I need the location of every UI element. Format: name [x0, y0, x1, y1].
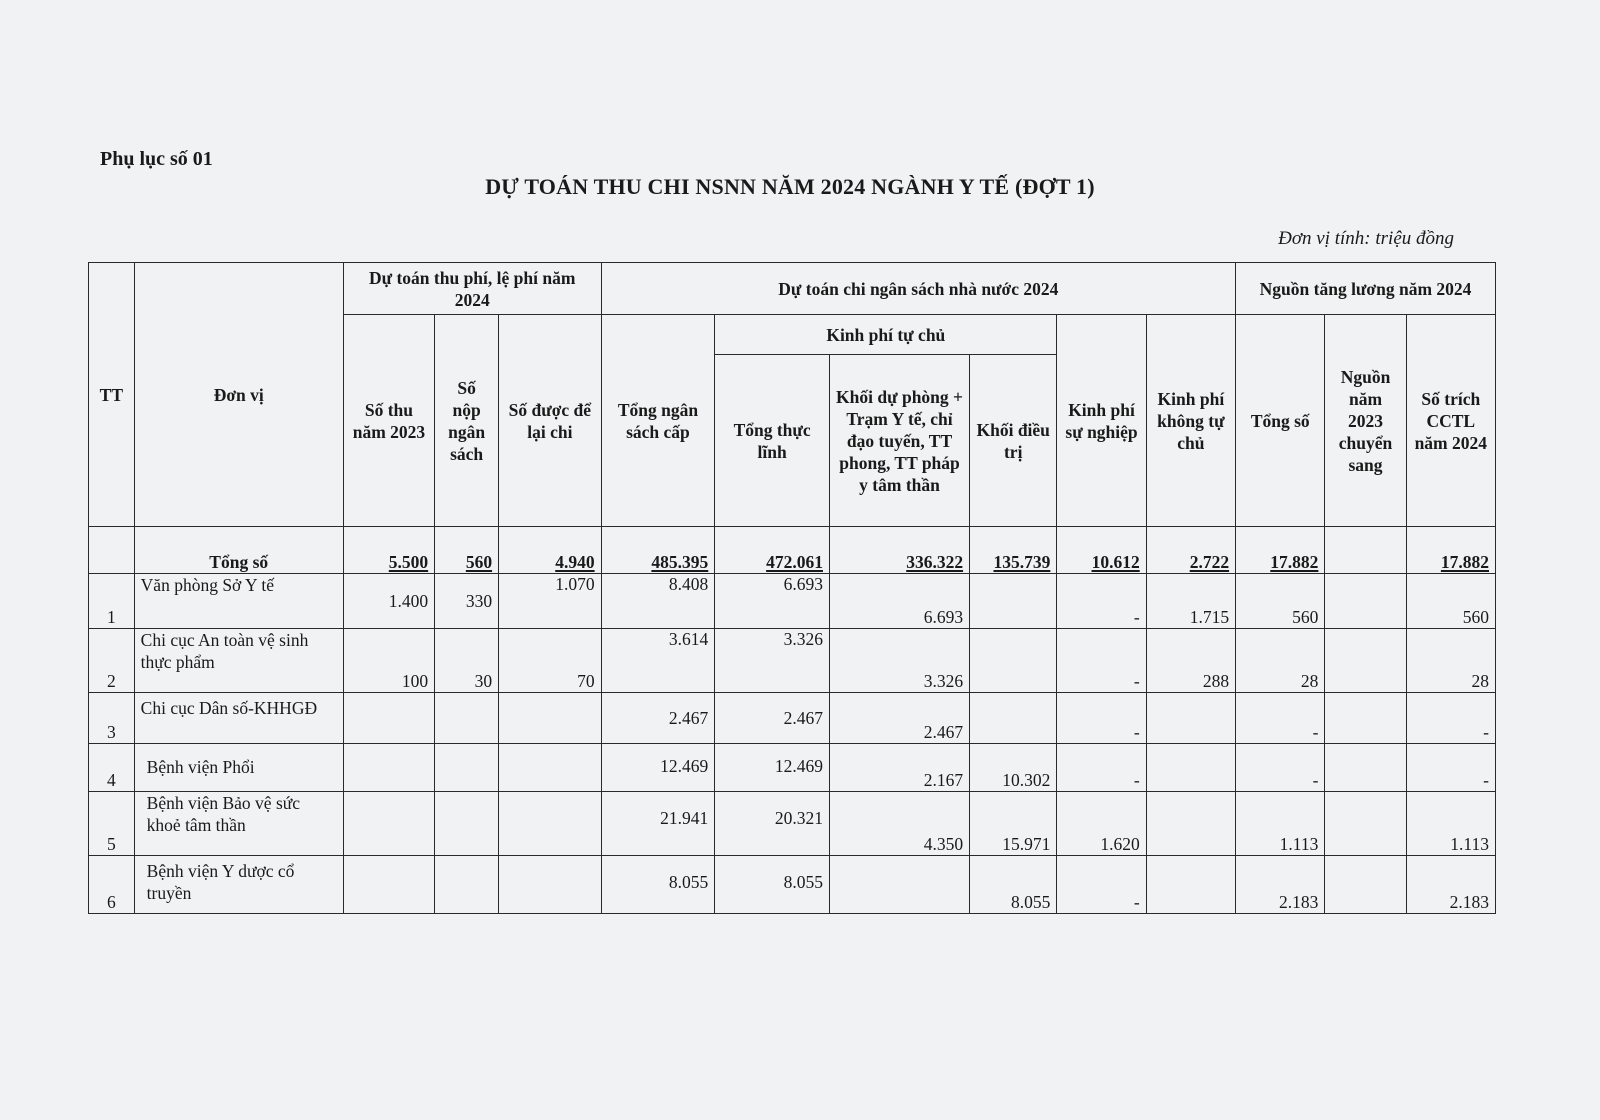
- row-self-preventive: 3.326: [829, 629, 969, 693]
- header-fee-collected: Số thu năm 2023: [343, 315, 434, 527]
- total-career: 10.612: [1091, 552, 1140, 572]
- row-self-treatment: 8.055: [970, 856, 1057, 914]
- row-self-preventive: 4.350: [829, 792, 969, 856]
- row-career: -: [1057, 629, 1146, 693]
- row-salary-total: 28: [1236, 629, 1325, 693]
- row-self-total: 3.326: [715, 629, 830, 693]
- row-career: 1.620: [1057, 792, 1146, 856]
- row-fee-collected: [343, 792, 434, 856]
- total-fee-collected: 5.500: [388, 552, 429, 572]
- row-fee-collected: 100: [343, 629, 434, 693]
- header-self-preventive: Khối dự phòng + Trạm Y tế, chỉ đạo tuyến, TT phong, TT pháp y tâm thần: [829, 355, 969, 527]
- row-salary-carry: [1325, 574, 1406, 629]
- total-self-preventive: 336.322: [906, 552, 964, 572]
- row-self-total: 6.693: [715, 574, 830, 629]
- row-tt: 3: [89, 693, 135, 744]
- row-salary-total: 1.113: [1236, 792, 1325, 856]
- row-self-treatment: [970, 693, 1057, 744]
- table-row: [89, 629, 1496, 693]
- header-fee-group: Dự toán thu phí, lệ phí năm 2024: [343, 263, 601, 315]
- total-fee-paid: 560: [465, 552, 493, 572]
- row-name: Văn phòng Sở Y tế: [134, 574, 343, 629]
- row-self-preventive: 2.167: [829, 744, 969, 792]
- header-self-treatment: Khối điều trị: [970, 355, 1057, 527]
- total-self-total: 472.061: [766, 552, 823, 572]
- row-fee-paid: 330: [435, 574, 499, 629]
- total-fee-retained: 4.940: [555, 552, 595, 572]
- row-tt: 4: [89, 744, 135, 792]
- header-salary-group: Nguồn tăng lương năm 2024: [1236, 263, 1496, 315]
- header-budget-group: Dự toán chi ngân sách nhà nước 2024: [601, 263, 1235, 315]
- row-self-treatment: 10.302: [970, 744, 1057, 792]
- header-career: Kinh phí sự nghiệp: [1057, 315, 1146, 527]
- row-career: -: [1057, 856, 1146, 914]
- row-non-self: [1146, 693, 1235, 744]
- row-name: Chi cục Dân số-KHHGĐ: [134, 693, 343, 744]
- row-budget-total: 8.055: [601, 856, 715, 914]
- row-self-total: 2.467: [715, 693, 830, 744]
- row-self-total: 8.055: [715, 856, 830, 914]
- row-salary-carry: [1325, 792, 1406, 856]
- row-salary-carry: [1325, 693, 1406, 744]
- row-fee-retained: [499, 792, 602, 856]
- row-tt: 2: [89, 629, 135, 693]
- row-fee-collected: [343, 693, 434, 744]
- row-salary-cctl: 28: [1406, 629, 1495, 693]
- header-self-group: Kinh phí tự chủ: [715, 315, 1057, 355]
- total-non-self: 2.722: [1189, 552, 1230, 572]
- budget-table: [88, 262, 1496, 914]
- row-fee-collected: [343, 856, 434, 914]
- header-fee-retained: Số được để lại chi: [499, 315, 602, 527]
- header-non-self: Kinh phí không tự chủ: [1146, 315, 1235, 527]
- row-budget-total: 12.469: [601, 744, 715, 792]
- total-salary-cctl: 17.882: [1440, 552, 1489, 572]
- row-fee-retained: 70: [499, 629, 602, 693]
- row-fee-retained: 1.070: [499, 574, 602, 629]
- row-career: -: [1057, 744, 1146, 792]
- table-row: [89, 574, 1496, 629]
- header-fee-paid: Số nộp ngân sách: [435, 315, 499, 527]
- row-non-self: [1146, 792, 1235, 856]
- total-self-treatment: 135.739: [993, 552, 1051, 572]
- row-salary-cctl: -: [1406, 693, 1495, 744]
- row-tt: 6: [89, 856, 135, 914]
- row-fee-paid: [435, 744, 499, 792]
- row-fee-retained: [499, 693, 602, 744]
- row-name: Bệnh viện Phổi: [134, 744, 343, 792]
- row-self-total: 12.469: [715, 744, 830, 792]
- row-salary-carry: [1325, 629, 1406, 693]
- header-salary-total: Tổng số: [1236, 315, 1325, 527]
- row-fee-collected: 1.400: [343, 574, 434, 629]
- header-unit-name: Đơn vị: [134, 263, 343, 527]
- row-fee-paid: [435, 856, 499, 914]
- row-budget-total: 3.614: [601, 629, 715, 693]
- header-salary-cctl: Số trích CCTL năm 2024: [1406, 315, 1495, 527]
- row-fee-paid: [435, 792, 499, 856]
- appendix-label: Phụ lục số 01: [100, 148, 213, 170]
- row-self-treatment: [970, 574, 1057, 629]
- table-row: [89, 792, 1496, 856]
- row-budget-total: 2.467: [601, 693, 715, 744]
- row-budget-total: 21.941: [601, 792, 715, 856]
- row-fee-paid: [435, 693, 499, 744]
- header-budget-total: Tổng ngân sách cấp: [601, 315, 715, 527]
- row-self-treatment: 15.971: [970, 792, 1057, 856]
- row-tt: 5: [89, 792, 135, 856]
- row-non-self: 288: [1146, 629, 1235, 693]
- table-row-total: [89, 527, 1496, 574]
- unit-note: Đơn vị tính: triệu đồng: [1278, 228, 1454, 249]
- row-salary-cctl: 1.113: [1406, 792, 1495, 856]
- total-budget-total: 485.395: [651, 552, 709, 572]
- row-fee-paid: 30: [435, 629, 499, 693]
- header-self-total: Tổng thực lĩnh: [715, 355, 830, 527]
- row-career: -: [1057, 693, 1146, 744]
- row-salary-cctl: 2.183: [1406, 856, 1495, 914]
- row-non-self: 1.715: [1146, 574, 1235, 629]
- row-salary-total: -: [1236, 693, 1325, 744]
- header-salary-carry: Nguồn năm 2023 chuyển sang: [1325, 315, 1406, 527]
- row-name: Bệnh viện Y dược cổ truyền: [134, 856, 343, 914]
- row-career: -: [1057, 574, 1146, 629]
- row-fee-retained: [499, 856, 602, 914]
- row-fee-collected: [343, 744, 434, 792]
- total-salary-total: 17.882: [1270, 552, 1319, 572]
- table-row: [89, 744, 1496, 792]
- row-salary-cctl: -: [1406, 744, 1495, 792]
- row-self-preventive: 6.693: [829, 574, 969, 629]
- row-salary-cctl: 560: [1406, 574, 1495, 629]
- row-salary-carry: [1325, 856, 1406, 914]
- row-salary-total: 560: [1236, 574, 1325, 629]
- header-tt: TT: [89, 263, 135, 527]
- row-fee-retained: [499, 744, 602, 792]
- document-title: DỰ TOÁN THU CHI NSNN NĂM 2024 NGÀNH Y TẾ (ĐỢT 1): [485, 174, 1095, 199]
- row-budget-total: 8.408: [601, 574, 715, 629]
- row-salary-total: 2.183: [1236, 856, 1325, 914]
- row-self-preventive: 2.467: [829, 693, 969, 744]
- total-label: Tổng số: [134, 527, 343, 574]
- row-tt: 1: [89, 574, 135, 629]
- row-self-total: 20.321: [715, 792, 830, 856]
- row-name: Chi cục An toàn vệ sinh thực phẩm: [134, 629, 343, 693]
- table-row: [89, 856, 1496, 914]
- row-salary-carry: [1325, 744, 1406, 792]
- row-self-treatment: [970, 629, 1057, 693]
- row-name: Bệnh viện Bảo vệ sức khoẻ tâm thần: [134, 792, 343, 856]
- row-salary-total: -: [1236, 744, 1325, 792]
- table-row: [89, 693, 1496, 744]
- row-self-preventive: [829, 856, 969, 914]
- row-non-self: [1146, 856, 1235, 914]
- row-non-self: [1146, 744, 1235, 792]
